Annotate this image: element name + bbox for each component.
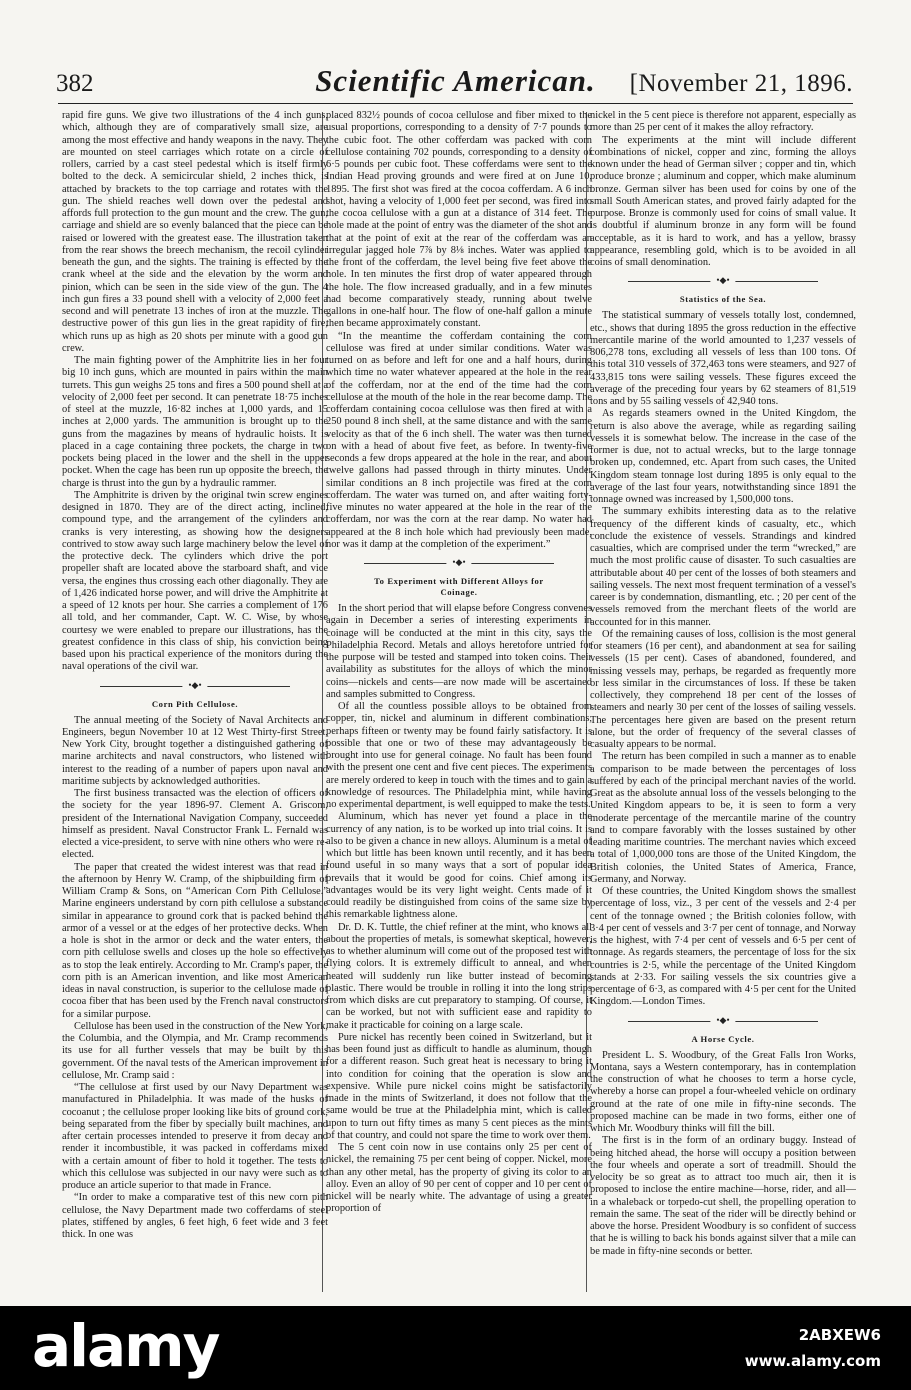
- paragraph: nickel in the 5 cent piece is therefore not apparent, especially as more than 25 per cent of it makes the alloy refractory.: [590, 110, 856, 134]
- paragraph: As regards steamers owned in the United Kingdom, the return is also above the average, while as regarding sailing vessels it is somewhat below. The increase in the case of the former is due, not to actual wrecks, but to the large tonnage broken up, condemned, etc. Apart from such cases, the United Kingdom steam tonnage lost during 1895 is only equal to the average of the last four years, notwithstanding since 1891 the tonnage owned was increased by 1,500,000 tons.: [590, 408, 856, 505]
- heading-line: To Experiment with Different Alloys for: [374, 576, 544, 586]
- paragraph: The experiments at the mint will include different combinations of nickel, copper and zinc, forming the alloys known under the head of German silver ; copper and tin, which produce bronze ; aluminum and copper, which make aluminum bronze. German silver has been used for coins by one of the small South American states, and proved fairly adapted for the purpose. Bronze is commonly used for coins of small value. It is doubtful if aluminum bronze in any form will be found acceptable, as it is hard to work, and has a yellow, brassy appearance, resembling gold, which is to be avoided in all coins of small denomination.: [590, 134, 856, 268]
- watermark-url: www.alamy.com: [744, 1352, 881, 1370]
- paragraph: “The cellulose at first used by our Navy Department was manufactured in Philadelphia. It was made of the husks of cocoanut ; the cellulose proper looking like bits of ground cork, being separated from the fiber by specially built machines, and after certain processes intended to preserve it from decay and render it incombustible, it was packed in cofferdams mixed with a certain amount of fiber to hold it together. The tests to which this cellulose was subjected in our navy were such as to produce an article superior to that made in France.: [62, 1082, 328, 1191]
- paragraph: President L. S. Woodbury, of the Great Falls Iron Works, Montana, says a Western contemporary, has in contemplation the construction of what he chooses to term a horse cycle, whereby a horse can propel a four-wheeled vehicle on ordinary ground at the rate of one mile in fifty-nine seconds. The proposed machine can be made in two forms, either one of which Mr. Woodbury thinks will fill the bill.: [590, 1049, 856, 1134]
- column-2: [326, 110, 592, 1295]
- paragraph: Pure nickel has recently been coined in Switzerland, but it has been found just as difficult to handle as aluminum, though for a different reason. Such great heat is necessary to bring it into condition for coining that the operation is slow and expensive. While pure nickel coins might be satisfactorily made in the mints of Switzerland, it does not follow that the same would be true at the Philadelphia mint, which is called upon to turn out fifty times as many 5 cent pieces as the mints of that country, and could not spare the time to work over them.: [326, 1031, 592, 1141]
- masthead: Scientific American.: [315, 63, 596, 98]
- issue-date: [November 21, 1896.: [629, 70, 853, 97]
- section-ornament: [628, 277, 818, 285]
- paragraph: The statistical summary of vessels totally lost, condemned, etc., shows that during 1895 the gross reduction in the effective mercantile marine of the world amounted to 1,237 vessels of 806,278 tons, excluding all vessels of less than 100 tons. Of this total 310 vessels of 372,463 tons were steamers, and 927 of 433,815 tons were sailing vessels. These figures exceed the average of the preceding four years by 62 steamers of 81,519 tons and by 55 sailing vessels of 42,940 tons.: [590, 310, 856, 407]
- heading-line: Coinage.: [440, 587, 478, 597]
- article-heading-corn-pith: Corn Pith Cellulose.: [151, 698, 239, 709]
- paragraph: The return has been compiled in such a manner as to enable a comparison to be made between the percentages of loss suffered by each of the principal merchant navies of the world. Great as the absolute annual loss of the vessels belonging to the United Kingdom appears to be, it is seen to form a very moderate percentage of the mercantile marine of the country and to compare favorably with the losses sustained by other leading maritime countries. The merchant navies which exceed a total of 1,000,000 tons are those of the United Kingdom, the British colonies, the United States of America, France, Germany, and Norway.: [590, 751, 856, 885]
- paragraph: The annual meeting of the Society of Naval Architects and Engineers, begun November 10 at 12 West Thirty-first Street, New York City, brought together a distinguished gathering of marine architects and naval constructors, who listened with interest to the reading of a number of papers upon naval and maritime subjects by acknowledged authorities.: [62, 714, 328, 787]
- header-rule: [58, 103, 853, 104]
- article-heading-horse-cycle: A Horse Cycle.: [691, 1033, 755, 1044]
- paragraph: In the short period that will elapse before Congress convenes again in December a series of interesting experiments in coinage will be conducted at the mint in this city, says the Philadelphia Record. Metals and alloys heretofore untried for the purpose will be tested and stamped into token coins. Their availability as substitutes for the alloys of which the minor coins—nickels and cents—are now made will be ascertained and samples submitted to Congress.: [326, 603, 592, 700]
- paragraph: The 5 cent coin now in use contains only 25 per cent of nickel, the remaining 75 per cent being of copper. Nickel, more than any other metal, has the property of giving its color to an alloy. Even an alloy of 90 per cent of copper and 10 per cent of nickel will be nearly white. The advantage of using a greater proportion of: [326, 1142, 592, 1215]
- paragraph: The first business transacted was the election of officers of the society for the year 1896-97. Clement A. Griscom, president of the International Navigation Company, succeeded himself as president. Naval Constructor Frank L. Fernald was elected a vice-president, to serve with nine others who were re-elected.: [62, 788, 328, 861]
- paragraph: Dr. D. K. Tuttle, the chief refiner at the mint, who knows all about the properties of metals, is somewhat skeptical, however, as to whether aluminum will come out of the proposed test with flying colors. It is extremely difficult to anneal, and when heated will suddenly run like butter instead of becoming plastic. There would be trouble in rolling it into the long strips from which disks are cut preparatory to stamping. Of course, it can be worked, but not with sufficient ease and rapidity to make it practicable for coining on a large scale.: [326, 921, 592, 1031]
- watermark-logo: alamy: [32, 1312, 219, 1380]
- paragraph: Of all the countless possible alloys to be obtained from copper, tin, nickel and aluminum in different combinations, perhaps fifteen or twenty may be found fairly satisfactory. It is possible that one or two of these may advantageously be brought into use for general coinage. No fault has been found with the present one cent and five cent pieces. The experiments are merely ordered to keep in touch with the times and to gain a knowledge of resources. The Philadelphia mint, while having no experimental department, is well equipped to make the tests.: [326, 701, 592, 810]
- paragraph: rapid fire guns. We give two illustrations of the 4 inch guns, which, although they are of comparatively small size, are among the most effective and handy weapons in the navy. They are mounted on steel carriages which rotate on a circle of rollers, carried by a cast steel pedestal which is itself firmly bolted to the deck. A semicircular shield, 2 inches thick, is attached by brackets to the top carriage and rotates with the gun. The shield reaches well down over the pedestal and affords full protection to the gun mount and the crew. The gun, carriage and shield are so evenly balanced that the piece can be raised or lowered with the greatest ease. The illustration taken from the rear shows the breech mechanism, the recoil cylinder beneath the gun, and the sights. The training is effected by the crank wheel at the side and the elevation by the worm and pinion, which can be seen in the side view of the gun. The 4 inch gun fires a 33 pound shell with a velocity of 2,000 feet a second and will penetrate 13 inches of iron at the muzzle. The destructive power of this gun lies in the great rapidity of fire, which runs up as high as 20 shots per minute with a good gun crew.: [62, 110, 328, 354]
- paragraph: The summary exhibits interesting data as to the relative frequency of the different kinds of casualty, etc., which conclude the existence of vessels. Strandings and kindred casualties, which are comprised under the term “wrecked,” are much the most prolific cause of disaster. To such casualties are attributable about 40 per cent of the losses of both steamers and sailing vessels. The next most frequent termination of a vessel's career is by condemnation, dismantling, etc. ; 20 per cent of the vessels removed from the merchant fleets of the world are accounted for in this manner.: [590, 506, 856, 628]
- paragraph: Aluminum, which has never yet found a place in the currency of any nation, is to be worked up into trial coins. It is also to be given a chance in new alloys. Aluminum is a metal of which but little has been known until recently, and it has been found useful in so many ways that a sort of popular idea prevails that it would be good for coins. Chief among its advantages would be its very light weight. Cents made of it could readily be distinguished from coins of the same size by this remarkable lightness alone.: [326, 811, 592, 921]
- column-3: [590, 110, 856, 1295]
- article-heading-statistics: Statistics of the Sea.: [679, 294, 767, 305]
- paragraph: Cellulose has been used in the construction of the New York, the Columbia, and the Olympia, and Mr. Cramp recommends its use for all further vessels that may be built by this government. Of the naval tests of the American improvement in cellulose, Mr. Cramp said :: [62, 1020, 328, 1081]
- paragraph: The first is in the form of an ordinary buggy. Instead of being hitched ahead, the horse will occupy a position between the four wheels and operate a sort of treadmill. Should the velocity be so great as to attract too much air, then it is proposed to inclose the entire machine—horse, rider, and all—in a whaleback or torpedo-cut shell, the propelling operation to remain the same. The seat of the rider will be directly behind or above the horse. President Woodbury is so confident of success that he is willing to back his bonds against silver that a mile can be made in fifty-nine seconds or better.: [590, 1135, 856, 1257]
- paragraph: The paper that created the widest interest was that read in the afternoon by Henry W. Cramp, of the shipbuilding firm of William Cramp & Sons, on “American Corn Pith Cellulose.” Marine engineers understand by corn pith cellulose a substance similar in appearance to ground cork that is packed behind the armor of a vessel or at the edges of her protective decks. When a hole is shot in the armor or deck and the water enters, the corn pith cellulose swells and closes up the hole so effectively as to stop the leak entirely. According to Mr. Cramp's paper, the corn pith is an American invention, and like most American ideas in naval construction, is superior to the cellulose made of cocoa fiber that has been used by the French naval constructors for a similar purpose.: [62, 861, 328, 1020]
- paragraph: Of these countries, the United Kingdom shows the smallest percentage of loss, viz., 3 per cent of the vessels and 2·4 per cent of the tonnage owned ; the British colonies follow, with 3·4 per cent of vessels and 3·7 per cent of tonnage, and Norway is the highest, with 7·4 per cent of vessels and 6·5 per cent of tonnage. As regards steamers, the percentage of loss for the six countries is 2·5, while the percentage of the United Kingdom stands at 2·33. For sailing vessels the six countries give a percentage of 6·3, as compared with 4·5 per cent for the United Kingdom.—London Times.: [590, 886, 856, 1008]
- section-ornament: [100, 682, 290, 690]
- paragraph: The main fighting power of the Amphitrite lies in her four big 10 inch guns, which are mounted in pairs within the main turrets. This gun weighs 25 tons and fires a 500 pound shell at a velocity of 2,000 feet per second. It can penetrate 18·75 inches of steel at the muzzle, 16·82 inches at 1,000 yards, and 15 inches at 2,000 yards. The ammunition is brought up to the guns from the magazines by means of hydraulic hoists. It is placed in a cage containing three pockets, the charge in two pockets being placed in the lower and the shell in the upper pocket. When the cage has been run up opposite the breech, the charge is thrust into the gun by a hydraulic rammer.: [62, 355, 328, 489]
- article-heading-alloys: [326, 576, 592, 598]
- paragraph: Of the remaining causes of loss, collision is the most general for steamers (16 per cent), and abandonment at sea for sailing vessels (15 per cent). Cases of abandoned, foundered, and missing vessels may, perhaps, be regarded as frequently more or less similar in the circumstances of loss. If these be taken collectively, they comprehend 18 per cent of the losses of steamers and nearly 30 per cent of the losses of sailing vessels. The percentages here given are based on the present return alone, but the order of frequency of the several classes of casualty appears to be normal.: [590, 628, 856, 750]
- paragraph: placed 832½ pounds of cocoa cellulose and fiber mixed to the usual proportions, corresponding to a density of 7·7 pounds to the cubic foot. The other cofferdam was packed with corn cellulose containing 702 pounds, corresponding to a density of 6·5 pounds per cubic foot. These cofferdams were sent to the Indian Head proving grounds and were fired at on June 10, 1895. The first shot was fired at the cocoa cofferdam. A 6 inch shot, having a velocity of 1,000 feet per second, was fired into the cocoa cellulose with a gun at a distance of 314 feet. The hole made at the point of entry was the diameter of the shot and that at the point of exit at the rear of the cofferdam was an irregular jagged hole 7⅞ by 8⅛ inches. Water was applied to the front of the cofferdam, the level being five feet above the hole. In ten minutes the first drop of water appeared through the hole. The flow increased gradually, and in a few minutes had become comparatively steady, running about twelve gallons in one-half hour. The flow of one-half gallon a minute then became approximately constant.: [326, 110, 592, 330]
- column-1: [62, 110, 328, 1295]
- section-ornament: [364, 559, 554, 567]
- page-number: 382: [56, 70, 94, 97]
- watermark-image-id: 2ABXEW6: [798, 1326, 881, 1344]
- paragraph: “In the meantime the cofferdam containing the corn cellulose was fired at under similar conditions. Water was turned on as before and left for one and a half hours, during which time no water whatever appeared at the hole in the rear of the cofferdam, nor at the end of the time had the corn cellulose at the mouth of the hole in the rear become damp. The cofferdam containing cocoa cellulose was then fired at with a 250 pound 8 inch shell, at the same distance and with the same velocity as that of the 6 inch shell. The water was then turned on with a head of about five feet, as before. In twenty-five seconds a few drops appeared at the hole in the rear, and about twelve gallons had passed through in thirty minutes. Under similar conditions an 8 inch projectile was fired at the corn cofferdam. The water was turned on, and after waiting forty-five minutes no water appeared at the hole in the rear of the cofferdam, nor was the corn at the rear damp. No water had appeared at the 8 inch hole which had previously been made, nor was it damp at the completion of the experiment.”: [326, 330, 592, 550]
- paragraph: The Amphitrite is driven by the original twin screw engines designed in 1870. They are of the direct acting, inclined, compound type, and the arrangement of the cylinders and cranks is very interesting, as showing how the designers contrived to stow away such large machinery below the level of the protective deck. The cylinders which drive the port propeller shaft are located above the starboard shaft, and vice versa, the engines thus crossing each other diagonally. They are of 1,426 indicated horse power, and will drive the Amphitrite at a speed of 12 knots per hour. She carries a complement of 176 all told, and her commander, Capt. W. C. Wise, by whose courtesy we were enabled to prepare our illustrations, has the greatest confidence in this class of ship, his conviction being based upon his practical experience of the monitors during the naval operations of the civil war.: [62, 489, 328, 673]
- paragraph: “In order to make a comparative test of this new corn pith cellulose, the Navy Department made two cofferdams of steel plates, stiffened by angles, 6 feet high, 6 feet wide and 3 feet thick. In one was: [62, 1192, 328, 1240]
- section-ornament: [628, 1017, 818, 1025]
